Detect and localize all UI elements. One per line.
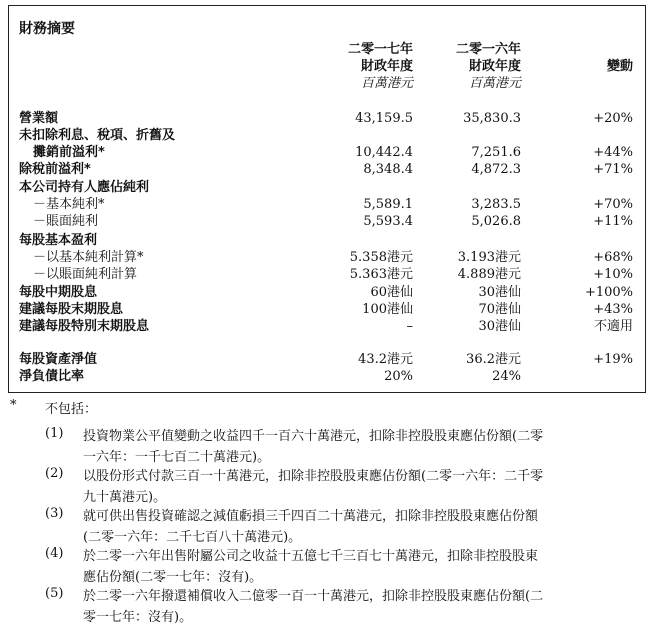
footnote-number: (3): [45, 506, 64, 521]
row-label: 建議每股特別末期股息: [19, 319, 150, 334]
col3-change-header: 變動: [606, 59, 633, 74]
table-row: [9, 179, 645, 197]
table-row: [9, 232, 645, 250]
row-value-2017: 10,442.4: [355, 145, 413, 160]
footnote-text: [83, 466, 643, 508]
row-value-2016: 70港仙: [478, 302, 521, 317]
row-value-2017: 100港仙: [362, 302, 413, 317]
row-change: +19%: [593, 352, 633, 367]
row-change: +70%: [593, 197, 633, 212]
row-label: 淨負債比率: [19, 369, 85, 384]
table-title: 財務摘要: [19, 21, 75, 37]
row-label: －賬面純利: [33, 214, 99, 229]
footnote-number: (5): [45, 586, 64, 601]
row-change: +11%: [593, 214, 633, 229]
footnote-text: [83, 546, 643, 588]
footnote-line: 九十萬港元)。: [83, 490, 167, 505]
table-row: [9, 351, 645, 369]
col2-period-header: 財政年度: [468, 59, 521, 74]
table-row: [9, 249, 645, 267]
footnote-line: 應佔份額(二零一七年：沒有)。: [83, 570, 263, 585]
row-change: +43%: [593, 302, 633, 317]
row-value-2017: 8,348.4: [363, 162, 413, 177]
table-row: [9, 127, 645, 145]
footnote-line: 以股份形式付款三百一十萬港元，扣除非控股股東應佔份額(二零一六年：二千零: [83, 469, 544, 484]
row-label: －基本純利*: [33, 197, 105, 212]
row-value-2017: 5.358港元: [349, 250, 413, 265]
row-value-2016: 4.889港元: [457, 267, 521, 282]
row-value-2016: 3.193港元: [457, 250, 521, 265]
row-change: +68%: [593, 250, 633, 265]
table-row: [9, 368, 645, 386]
col1-unit-header: 百萬港元: [360, 76, 413, 91]
row-value-2016: 30港仙: [478, 285, 521, 300]
table-row: [9, 301, 645, 319]
row-value-2016: 24%: [492, 369, 521, 384]
table-row: [9, 318, 645, 336]
row-value-2017: 43,159.5: [355, 111, 413, 126]
row-change: 不適用: [593, 319, 633, 334]
row-label: 每股基本盈利: [19, 233, 98, 248]
footnote-number: (2): [45, 466, 64, 481]
footnote-line: (二零一六年：二千七百八十萬港元)。: [83, 530, 302, 545]
footnote-line: 就可供出售投資確認之減值虧損三千四百二十萬港元，扣除非控股股東應佔份額: [83, 509, 539, 524]
row-change: +71%: [593, 162, 633, 177]
row-value-2016: 7,251.6: [471, 145, 521, 160]
footnote-line: 於二零一六年撥還補償收入二億零一百一十萬港元，扣除非控股股東應佔份額(二: [83, 589, 544, 604]
table-row: [9, 266, 645, 284]
row-value-2017: 5.363港元: [349, 267, 413, 282]
row-value-2016: 3,283.5: [471, 197, 521, 212]
table-row: [9, 144, 645, 162]
row-change: +100%: [584, 285, 633, 300]
col1-period-header: 財政年度: [360, 59, 413, 74]
row-label: 本公司持有人應佔純利: [19, 180, 150, 195]
row-value-2017: 43.2港元: [358, 352, 413, 367]
col2-unit-header: 百萬港元: [468, 76, 521, 91]
row-value-2017: –: [406, 319, 413, 334]
footnote-line: 一六年：一千七百二十萬港元)。: [83, 450, 271, 465]
footnote-number: (1): [45, 426, 64, 441]
footnote-line: 投資物業公平值變動之收益四千一百六十萬港元，扣除非控股股東應佔份額(二零: [83, 429, 544, 444]
footnote-exclusion-heading: 不包括：: [45, 402, 98, 417]
col2-year-header: 二零一六年: [455, 42, 521, 57]
row-change: +44%: [593, 145, 633, 160]
footnote-text: [83, 426, 643, 468]
row-change: +10%: [593, 267, 633, 282]
row-label: 除稅前溢利*: [19, 162, 91, 177]
header-row-unit: [9, 75, 645, 93]
table-row: [9, 284, 645, 302]
row-label: －以賬面純利計算: [33, 267, 138, 282]
row-value-2016: 30港仙: [478, 319, 521, 334]
header-row-period: [9, 58, 645, 76]
row-value-2017: 60港仙: [370, 285, 413, 300]
row-label: －以基本純利計算*: [33, 250, 144, 265]
table-row: [9, 110, 645, 128]
row-value-2016: 5,026.8: [471, 214, 521, 229]
financial-summary-table: [8, 5, 646, 393]
row-value-2017: 5,593.4: [363, 214, 413, 229]
row-value-2016: 35,830.3: [463, 111, 521, 126]
table-row: [9, 213, 645, 231]
row-label: 營業額: [19, 111, 59, 126]
row-label: 建議每股末期股息: [19, 302, 124, 317]
row-change: +20%: [593, 111, 633, 126]
footnote-text: [83, 586, 643, 628]
row-label: 攤銷前溢利*: [33, 145, 105, 160]
row-label: 每股中期股息: [19, 285, 98, 300]
table-row: [9, 161, 645, 179]
footnote-text: [83, 506, 643, 548]
row-label: 未扣除利息、稅項、折舊及: [19, 128, 176, 143]
footnote-line: 於二零一六年出售附屬公司之收益十五億七千三百七十萬港元，扣除非控股股東: [83, 549, 539, 564]
footnote-line: 零一七年：沒有)。: [83, 610, 193, 625]
row-label: 每股資產淨值: [19, 352, 98, 367]
footnote-number: (4): [45, 546, 64, 561]
row-value-2016: 36.2港元: [466, 352, 521, 367]
table-row: [9, 196, 645, 214]
row-value-2017: 5,589.1: [363, 197, 413, 212]
footnote-asterisk: *: [10, 398, 17, 413]
header-row-year: [9, 41, 645, 59]
row-value-2016: 4,872.3: [471, 162, 521, 177]
row-value-2017: 20%: [384, 369, 413, 384]
col1-year-header: 二零一七年: [347, 42, 413, 57]
